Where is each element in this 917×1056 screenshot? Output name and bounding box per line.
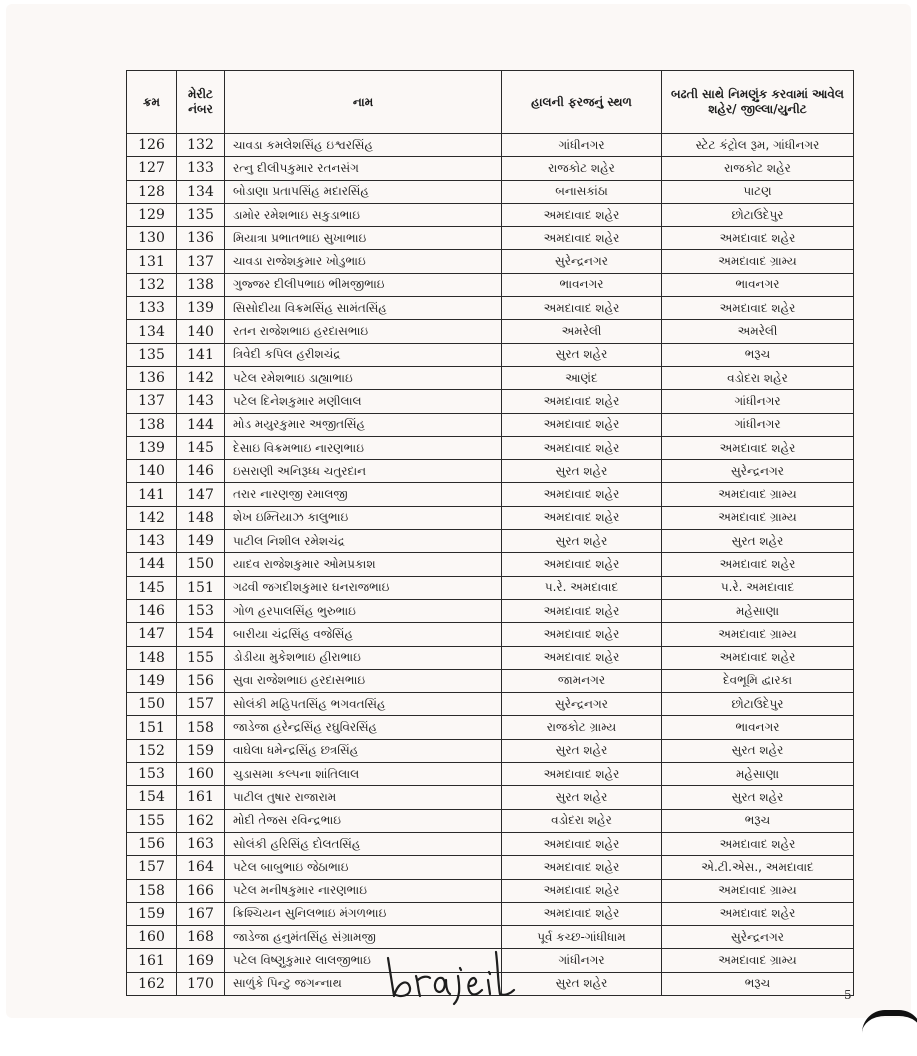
cell-place: અમદાવાદ શહેર: [502, 390, 662, 413]
table-row: [127, 250, 854, 273]
cell-name: બોડાણા પ્રતાપસિંહ મદારસિંહ: [225, 180, 502, 203]
cell-name: ચાવડા કમલેશસિંહ ઇશ્વરસિંહ: [225, 134, 502, 157]
cell-name: જાડેજા હનુમંતસિંહ સંગ્રામજી: [225, 926, 502, 949]
cell-posted: સુરેન્દ્રનગર: [662, 460, 854, 483]
cell-sr: 131: [127, 250, 177, 273]
table-row: [127, 413, 854, 436]
cell-place: ગાંધીનગર: [502, 949, 662, 972]
cell-sr: 154: [127, 786, 177, 809]
table-row: [127, 460, 854, 483]
table-row: [127, 763, 854, 786]
cell-posted: ભરૂચ: [662, 972, 854, 995]
cell-place: અમદાવાદ શહેર: [502, 646, 662, 669]
cell-place: વડોદરા શહેર: [502, 809, 662, 832]
cell-place: અમદાવાદ શહેર: [502, 436, 662, 459]
cell-place: સુરેન્દ્રનગર: [502, 250, 662, 273]
cell-name: પાટીલ નિશીલ રમેશચંદ્ર: [225, 530, 502, 553]
table-row: [127, 716, 854, 739]
cell-sr: 145: [127, 576, 177, 599]
cell-posted: અમદાવાદ શહેર: [662, 436, 854, 459]
cell-posted: પ.રે. અમદાવાદ: [662, 576, 854, 599]
cell-sr: 141: [127, 483, 177, 506]
table-row: [127, 530, 854, 553]
header-sr: ક્રમ: [127, 71, 177, 134]
table-row: [127, 343, 854, 366]
cell-merit: 168: [177, 926, 225, 949]
table-row: [127, 809, 854, 832]
cell-name: યાદવ રાજેશકુમાર ઓમપ્રકાશ: [225, 553, 502, 576]
cell-name: રત્નુ દીલીપકુમાર રતનસંગ: [225, 157, 502, 180]
cell-merit: 137: [177, 250, 225, 273]
cell-sr: 136: [127, 366, 177, 389]
cell-posted: મહેસાણા: [662, 763, 854, 786]
cell-sr: 128: [127, 180, 177, 203]
cell-merit: 150: [177, 553, 225, 576]
cell-posted: સુરત શહેર: [662, 739, 854, 762]
cell-merit: 139: [177, 297, 225, 320]
cell-merit: 141: [177, 343, 225, 366]
cell-sr: 146: [127, 599, 177, 622]
cell-posted: અમદાવાદ ગ્રામ્ય: [662, 949, 854, 972]
cell-merit: 138: [177, 273, 225, 296]
cell-posted: છોટાઉદેપુર: [662, 203, 854, 226]
cell-name: તરાર નારણજી રમાલજી: [225, 483, 502, 506]
cell-name: પટેલ બાબુભાઇ જેઠાભાઇ: [225, 856, 502, 879]
cell-merit: 167: [177, 902, 225, 925]
cell-posted: અમદાવાદ શહેર: [662, 902, 854, 925]
cell-name: જાડેજા હરેન્દ્રસિંહ રઘુવિરસિંહ: [225, 716, 502, 739]
cell-place: અમદાવાદ શહેર: [502, 553, 662, 576]
cell-merit: 148: [177, 506, 225, 529]
cell-place: સુરત શહેર: [502, 972, 662, 995]
cell-sr: 140: [127, 460, 177, 483]
table-row: [127, 623, 854, 646]
cell-name: ક્રિશ્ચિયન સુનિલભાઇ મંગળભાઇ: [225, 902, 502, 925]
cell-name: શેખ ઇમ્તિયાઝ કાલુભાઇ: [225, 506, 502, 529]
cell-name: ચુડાસમા કલ્પના શાંતિલાલ: [225, 763, 502, 786]
cell-posted: અમરેલી: [662, 320, 854, 343]
cell-name: મિયાત્રા પ્રભાતભાઇ સુખાભાઇ: [225, 227, 502, 250]
cell-sr: 130: [127, 227, 177, 250]
table-row: [127, 832, 854, 855]
table-row: [127, 390, 854, 413]
cell-name: પટેલ રમેશભાઇ ડાહ્યાભાઇ: [225, 366, 502, 389]
cell-posted: અમદાવાદ ગ્રામ્ય: [662, 506, 854, 529]
table-row: [127, 879, 854, 902]
cell-merit: 147: [177, 483, 225, 506]
header-merit: મેરીટ નંબર: [177, 71, 225, 134]
cell-merit: 164: [177, 856, 225, 879]
cell-merit: 166: [177, 879, 225, 902]
table-row: [127, 553, 854, 576]
cell-sr: 161: [127, 949, 177, 972]
cell-place: પ.રે. અમદાવાદ: [502, 576, 662, 599]
cell-merit: 144: [177, 413, 225, 436]
cell-name: સોલંકી હરિસિંહ દોલતસિંહ: [225, 832, 502, 855]
cell-merit: 170: [177, 972, 225, 995]
cell-sr: 135: [127, 343, 177, 366]
cell-merit: 162: [177, 809, 225, 832]
cell-merit: 151: [177, 576, 225, 599]
cell-sr: 155: [127, 809, 177, 832]
table-row: [127, 203, 854, 226]
cell-place: અમદાવાદ શહેર: [502, 879, 662, 902]
cell-posted: ગાંધીનગર: [662, 413, 854, 436]
cell-merit: 154: [177, 623, 225, 646]
cell-posted: સુરેન્દ્રનગર: [662, 926, 854, 949]
cell-merit: 136: [177, 227, 225, 250]
cell-place: અમદાવાદ શહેર: [502, 856, 662, 879]
cell-merit: 134: [177, 180, 225, 203]
cell-posted: ભાવનગર: [662, 716, 854, 739]
cell-sr: 160: [127, 926, 177, 949]
cell-merit: 153: [177, 599, 225, 622]
cell-sr: 127: [127, 157, 177, 180]
table-row: [127, 436, 854, 459]
cell-place: સુરેન્દ્રનગર: [502, 693, 662, 716]
cell-posted: અમદાવાદ ગ્રામ્ય: [662, 250, 854, 273]
cell-sr: 158: [127, 879, 177, 902]
table-header-row: [127, 71, 854, 134]
cell-merit: 159: [177, 739, 225, 762]
cell-sr: 147: [127, 623, 177, 646]
table-row: [127, 483, 854, 506]
cell-place: અમદાવાદ શહેર: [502, 227, 662, 250]
table-row: [127, 856, 854, 879]
cell-place: ભાવનગર: [502, 273, 662, 296]
table-row: [127, 646, 854, 669]
table-row: [127, 576, 854, 599]
cell-place: પૂર્વ કચ્છ-ગાંધીધામ: [502, 926, 662, 949]
cell-merit: 149: [177, 530, 225, 553]
cell-posted: અમદાવાદ ગ્રામ્ય: [662, 623, 854, 646]
cell-place: બનાસકાંઠા: [502, 180, 662, 203]
cell-place: રાજકોટ શહેર: [502, 157, 662, 180]
cell-name: ત્રિવેદી કપિલ હરીશચંદ્ર: [225, 343, 502, 366]
cell-posted: સુરત શહેર: [662, 786, 854, 809]
table-row: [127, 599, 854, 622]
cell-posted: સુરત શહેર: [662, 530, 854, 553]
cell-name: મોદી તેજસ રવિન્દ્રભાઇ: [225, 809, 502, 832]
cell-place: અમરેલી: [502, 320, 662, 343]
cell-merit: 143: [177, 390, 225, 413]
cell-sr: 149: [127, 669, 177, 692]
cell-name: ચાવડા રાજેશકુમાર ખોડુભાઇ: [225, 250, 502, 273]
cell-place: સુરત શહેર: [502, 786, 662, 809]
cell-place: અમદાવાદ શહેર: [502, 623, 662, 646]
cell-sr: 148: [127, 646, 177, 669]
table-body: [127, 134, 854, 996]
cell-posted: અમદાવાદ શહેર: [662, 297, 854, 320]
header-name: નામ: [225, 71, 502, 134]
table-row: [127, 320, 854, 343]
cell-merit: 140: [177, 320, 225, 343]
cell-posted: દેવભૂમિ દ્વારકા: [662, 669, 854, 692]
table-row: [127, 902, 854, 925]
cell-name: પટેલ મનીષકુમાર નારણભાઇ: [225, 879, 502, 902]
cell-sr: 132: [127, 273, 177, 296]
cell-place: અમદાવાદ શહેર: [502, 413, 662, 436]
cell-merit: 145: [177, 436, 225, 459]
promotion-table: [126, 70, 854, 996]
cell-posted: અમદાવાદ શહેર: [662, 553, 854, 576]
cell-place: અમદાવાદ શહેર: [502, 297, 662, 320]
cell-place: સુરત શહેર: [502, 530, 662, 553]
cell-posted: અમદાવાદ શહેર: [662, 646, 854, 669]
cell-name: સાળુંકે પિન્ટુ જગન્નાથ: [225, 972, 502, 995]
cell-place: અમદાવાદ શહેર: [502, 902, 662, 925]
cell-place: અમદાવાદ શહેર: [502, 763, 662, 786]
cell-sr: 133: [127, 297, 177, 320]
cell-merit: 146: [177, 460, 225, 483]
cell-name: વાઘેલા ધમેન્દ્રસિંહ છત્રસિંહ: [225, 739, 502, 762]
cell-sr: 144: [127, 553, 177, 576]
cell-merit: 135: [177, 203, 225, 226]
cell-sr: 162: [127, 972, 177, 995]
cell-place: અમદાવાદ શહેર: [502, 506, 662, 529]
cell-merit: 142: [177, 366, 225, 389]
table-row: [127, 180, 854, 203]
table-row: [127, 506, 854, 529]
cell-posted: ગાંધીનગર: [662, 390, 854, 413]
cell-posted: એ.ટી.એસ., અમદાવાદ: [662, 856, 854, 879]
cell-merit: 157: [177, 693, 225, 716]
table-row: [127, 273, 854, 296]
cell-place: સુરત શહેર: [502, 739, 662, 762]
cell-sr: 143: [127, 530, 177, 553]
cell-posted: ભરૂચ: [662, 809, 854, 832]
corner-decoration: [862, 1010, 917, 1056]
cell-sr: 152: [127, 739, 177, 762]
cell-merit: 156: [177, 669, 225, 692]
cell-posted: રાજકોટ શહેર: [662, 157, 854, 180]
cell-place: સુરત શહેર: [502, 343, 662, 366]
cell-place: અમદાવાદ શહેર: [502, 599, 662, 622]
cell-sr: 126: [127, 134, 177, 157]
table-row: [127, 669, 854, 692]
cell-name: ગોળ હરપાલસિંહ ભુરુભાઇ: [225, 599, 502, 622]
cell-place: રાજકોટ ગ્રામ્ય: [502, 716, 662, 739]
cell-posted: મહેસાણા: [662, 599, 854, 622]
cell-posted: સ્ટેટ કંટ્રોલ રૂમ, ગાંધીનગર: [662, 134, 854, 157]
cell-name: સિસોદીયા વિક્રમસિંહ સામંતસિંહ: [225, 297, 502, 320]
cell-posted: અમદાવાદ શહેર: [662, 227, 854, 250]
cell-sr: 139: [127, 436, 177, 459]
cell-name: સોલંકી મહિપતસિંહ ભગવતસિંહ: [225, 693, 502, 716]
cell-name: દેસાઇ વિક્રમભાઇ નારણભાઇ: [225, 436, 502, 459]
cell-name: પટેલ વિષ્ણુકુમાર લાલજીભાઇ: [225, 949, 502, 972]
cell-sr: 157: [127, 856, 177, 879]
cell-posted: અમદાવાદ શહેર: [662, 832, 854, 855]
cell-name: પાટીલ તુષાર રાજારામ: [225, 786, 502, 809]
cell-merit: 160: [177, 763, 225, 786]
cell-place: અમદાવાદ શહેર: [502, 203, 662, 226]
cell-posted: ભરૂચ: [662, 343, 854, 366]
signature: [380, 946, 520, 1006]
cell-place: ગાંધીનગર: [502, 134, 662, 157]
table-row: [127, 134, 854, 157]
header-posted: બઢતી સાથે નિમણુંક કરવામાં આવેલ શહેર/ જીલ્લા/યુનીટ: [662, 71, 854, 134]
table-row: [127, 157, 854, 180]
cell-sr: 153: [127, 763, 177, 786]
cell-place: અમદાવાદ શહેર: [502, 483, 662, 506]
cell-merit: 133: [177, 157, 225, 180]
cell-posted: અમદાવાદ ગ્રામ્ય: [662, 483, 854, 506]
cell-place: જામનગર: [502, 669, 662, 692]
header-place: હાલની ફરજનું સ્થળ: [502, 71, 662, 134]
cell-sr: 159: [127, 902, 177, 925]
cell-sr: 137: [127, 390, 177, 413]
cell-merit: 163: [177, 832, 225, 855]
cell-sr: 129: [127, 203, 177, 226]
cell-merit: 158: [177, 716, 225, 739]
cell-name: ગુજ્જર દીલીપભાઇ ભીમજીભાઇ: [225, 273, 502, 296]
table-row: [127, 693, 854, 716]
page-number: 5: [844, 988, 852, 1002]
cell-name: પટેલ દિનેશકુમાર મણીલાલ: [225, 390, 502, 413]
cell-posted: અમદાવાદ ગ્રામ્ય: [662, 879, 854, 902]
cell-place: આણંદ: [502, 366, 662, 389]
cell-sr: 150: [127, 693, 177, 716]
cell-posted: પાટણ: [662, 180, 854, 203]
table-row: [127, 739, 854, 762]
cell-posted: વડોદરા શહેર: [662, 366, 854, 389]
promotion-list: [126, 70, 853, 996]
cell-name: સુવા રાજેશભાઇ હરદાસભાઇ: [225, 669, 502, 692]
cell-posted: ભાવનગર: [662, 273, 854, 296]
cell-name: ઇસરાણી અનિરૂધ્ધ ચતુરદાન: [225, 460, 502, 483]
table-row: [127, 366, 854, 389]
cell-name: ડામોર રમેશભાઇ સકુડાભાઇ: [225, 203, 502, 226]
cell-merit: 161: [177, 786, 225, 809]
cell-merit: 169: [177, 949, 225, 972]
cell-sr: 138: [127, 413, 177, 436]
cell-sr: 142: [127, 506, 177, 529]
cell-name: મોડ મયુરકુમાર અજીતસિંહ: [225, 413, 502, 436]
cell-name: ડોડીયા મુકેશભાઇ હીરાભાઇ: [225, 646, 502, 669]
cell-merit: 155: [177, 646, 225, 669]
cell-place: અમદાવાદ શહેર: [502, 832, 662, 855]
cell-merit: 132: [177, 134, 225, 157]
cell-name: રતન રાજેશભાઇ હરદાસભાઇ: [225, 320, 502, 343]
table-row: [127, 786, 854, 809]
cell-sr: 151: [127, 716, 177, 739]
table-row: [127, 297, 854, 320]
cell-place: સુરત શહેર: [502, 460, 662, 483]
cell-sr: 156: [127, 832, 177, 855]
cell-sr: 134: [127, 320, 177, 343]
cell-name: બારીયા ચંદ્રસિંહ વજેસિંહ: [225, 623, 502, 646]
table-row: [127, 227, 854, 250]
cell-name: ગઢવી જગદીશકુમાર ઘનરાજભાઇ: [225, 576, 502, 599]
cell-posted: છોટાઉદેપુર: [662, 693, 854, 716]
